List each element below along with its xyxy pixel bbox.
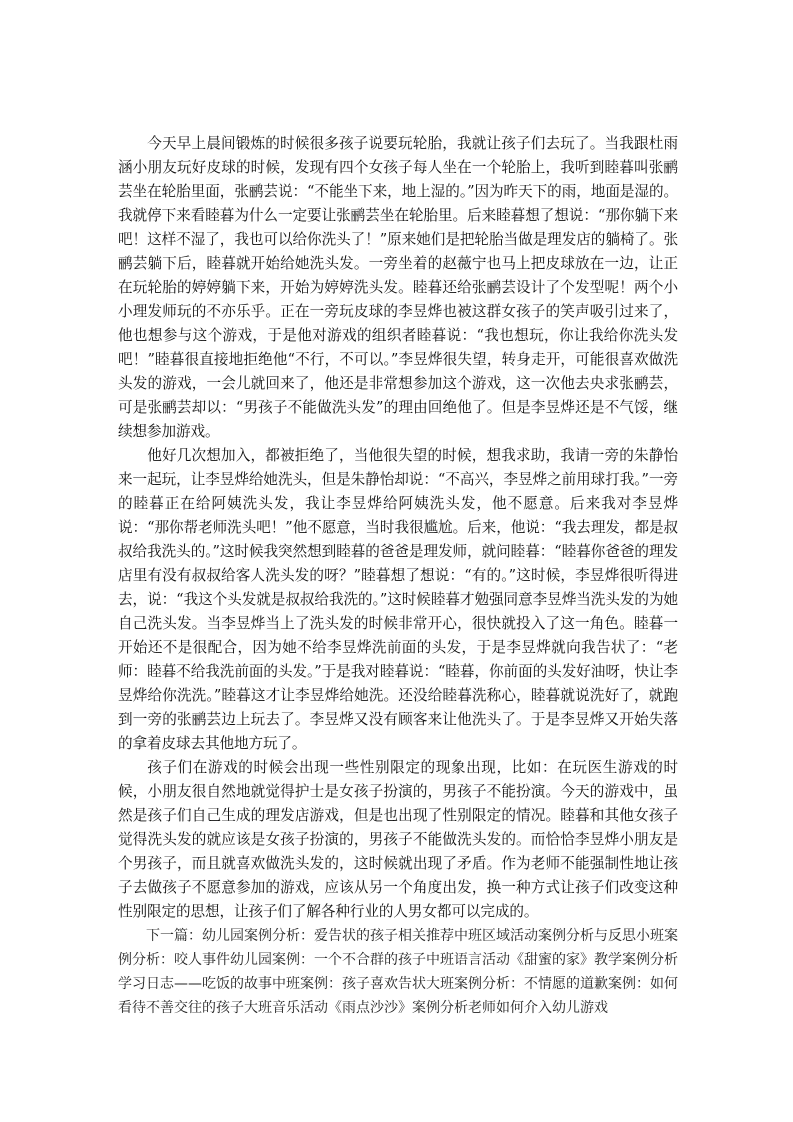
related-articles-links[interactable]: 下一篇：幼儿园案例分析：爱告状的孩子相关推荐中班区域活动案例分析与反思小班案例分析：咬人事件幼儿园案例：一个不合群的孩子中班语言活动《甜蜜的家》教学案例分析学习日志——吃饭的故事中班案例：孩子喜欢告状大班案例分析：不情愿的道歉案例：如何看待不善交往的孩子大班音乐活动《雨点沙沙》案例分析老师如何介入幼儿游戏 <box>118 928 678 1016</box>
document-page <box>118 132 678 1020</box>
paragraph-observation: 今天早上晨间锻炼的时候很多孩子说要玩轮胎，我就让孩子们去玩了。当我跟杜雨涵小朋友玩好皮球的时候，发现有四个女孩子每人坐在一个轮胎上，我听到睦暮叫张鹂芸坐在轮胎里面，张鹂芸说：“不能坐下来，地上湿的。”因为昨天下的雨，地面是湿的。我就停下来看睦暮为什么一定要让张鹂芸坐在轮胎里。后来睦暮想了想说：“那你躺下来吧！这样不湿了，我也可以给你洗头了！”原来她们是把轮胎当做是理发店的躺椅了。张鹂芸躺下后，睦暮就开始给她洗头发。一旁坐着的赵薇宁也马上把皮球放在一边，让正在玩轮胎的婷婷躺下来，开始为婷婷洗头发。睦暮还给张鹂芸设计了个发型呢！两个小小理发师玩的不亦乐乎。正在一旁玩皮球的李昱烨也被这群女孩子的笑声吸引过来了，他也想参与这个游戏，于是他对游戏的组织者睦暮说：“我也想玩，你让我给你洗头发吧！”睦暮很直接地拒绝他“不行，不可以。”李昱烨很失望，转身走开，可能很喜欢做洗头发的游戏，一会儿就回来了，他还是非常想参加这个游戏，这一次他去央求张鹂芸，可是张鹂芸却以：“男孩子不能做洗头发”的理由回绝他了。但是李昱烨还是不气馁，继续想参加游戏。 <box>118 135 678 440</box>
paragraph-intervention: 他好几次想加入，都被拒绝了，当他很失望的时候，想我求助，我请一旁的朱静怡来一起玩，让李昱烨给她洗头，但是朱静怡却说：“不高兴，李昱烨之前用球打我。”一旁的睦暮正在给阿姨洗头发，我让李昱烨给阿姨洗头发，他不愿意。后来我对李昱烨说：“那你帮老师洗头吧！”他不愿意，当时我很尴尬。后来，他说：“我去理发，都是叔叔给我洗头的。”这时候我突然想到睦暮的爸爸是理发师，就问睦暮：“睦暮你爸爸的理发店里有没有叔叔给客人洗头发的呀？”睦暮想了想说：“有的。”这时候，李昱烨很听得进去，说：“我这个头发就是叔叔给我洗的。”这时候睦暮才勉强同意李昱烨当洗头发的为她自己洗头发。当李昱烨当上了洗头发的时候非常开心，很快就投入了这一角色。睦暮一开始还不是很配合，因为她不给李昱烨洗前面的头发，于是李昱烨就向我告状了：“老师：睦暮不给我洗前面的头发。”于是我对睦暮说：“睦暮，你前面的头发好油呀，快让李昱烨给你洗洗。”睦暮这才让李昱烨给她洗。还没给睦暮洗称心，睦暮就说洗好了，就跑到一旁的张鹂芸边上玩去了。李昱烨又没有顾客来让他洗头了。于是李昱烨又开始失落的拿着皮球去其他地方玩了。 <box>118 447 678 752</box>
paragraph-reflection: 孩子们在游戏的时候会出现一些性别限定的现象出现，比如：在玩医生游戏的时候，小朋友很自然地就觉得护士是女孩子扮演的，男孩子不能扮演。今天的游戏中，虽然是孩子们自己生成的理发店游戏，但是也出现了性别限定的情况。睦暮和其他女孩子觉得洗头发的就应该是女孩子扮演的，男孩子不能做洗头发的。而恰恰李昱烨小朋友是个男孩子，而且就喜欢做洗头发的，这时候就出现了矛盾。作为老师不能强制性地让孩子去做孩子不愿意参加的游戏，应该从另一个角度出发，换一种方式让孩子们改变这种性别限定的思想，让孩子们了解各种行业的人男女都可以完成的。 <box>118 759 678 920</box>
